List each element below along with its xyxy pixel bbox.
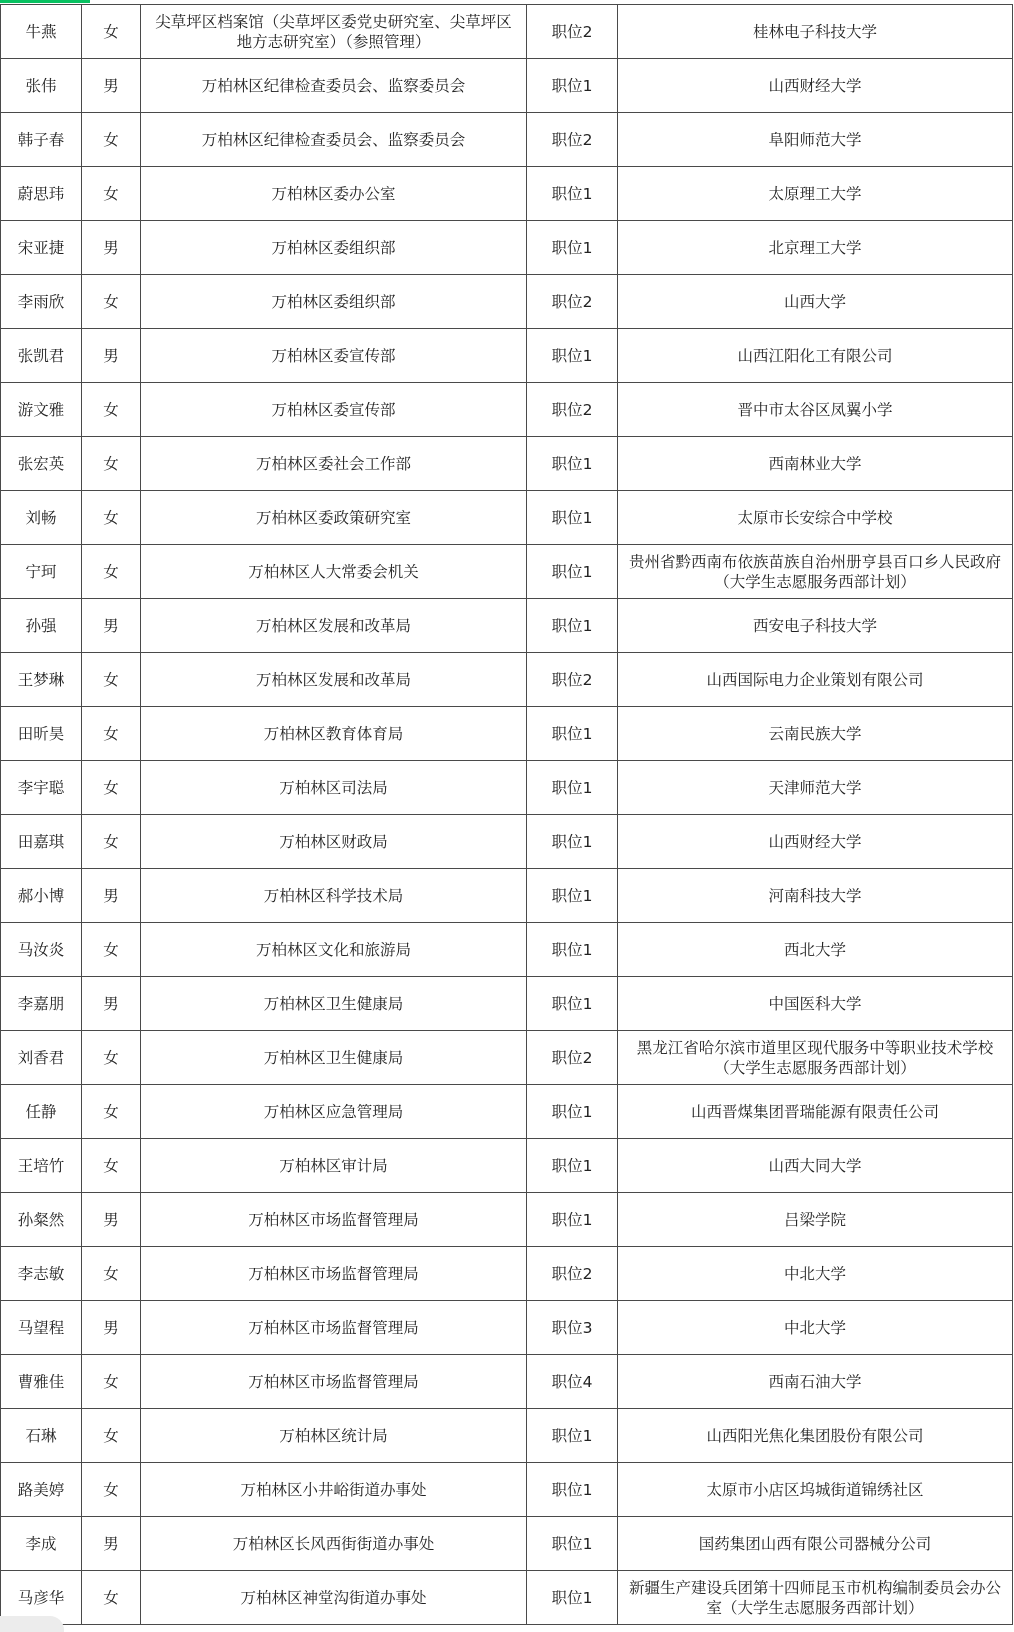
school-cell: 山西大学 (618, 275, 1013, 329)
name-cell: 刘畅 (1, 491, 82, 545)
position-cell: 职位1 (527, 59, 618, 113)
gender-cell: 女 (82, 1355, 141, 1409)
school-cell: 国药集团山西有限公司器械分公司 (618, 1517, 1013, 1571)
name-cell: 石琳 (1, 1409, 82, 1463)
name-cell: 李志敏 (1, 1247, 82, 1301)
position-cell: 职位1 (527, 1193, 618, 1247)
school-cell: 天津师范大学 (618, 761, 1013, 815)
table-row (1, 1571, 1013, 1625)
unit-cell: 万柏林区应急管理局 (141, 1085, 527, 1139)
gender-cell: 男 (82, 599, 141, 653)
unit-cell: 万柏林区长风西街街道办事处 (141, 1517, 527, 1571)
name-cell: 孙粲然 (1, 1193, 82, 1247)
unit-cell: 万柏林区委宣传部 (141, 383, 527, 437)
table-row (1, 1247, 1013, 1301)
name-cell: 路美婷 (1, 1463, 82, 1517)
school-cell: 山西大同大学 (618, 1139, 1013, 1193)
school-cell: 山西财经大学 (618, 59, 1013, 113)
school-cell: 西北大学 (618, 923, 1013, 977)
name-cell: 游文雅 (1, 383, 82, 437)
school-cell: 北京理工大学 (618, 221, 1013, 275)
table-row (1, 1355, 1013, 1409)
gender-cell: 女 (82, 1247, 141, 1301)
unit-cell: 万柏林区卫生健康局 (141, 1031, 527, 1085)
table-row (1, 977, 1013, 1031)
position-cell: 职位1 (527, 977, 618, 1031)
gender-cell: 女 (82, 1139, 141, 1193)
table-row (1, 1193, 1013, 1247)
school-cell: 西南林业大学 (618, 437, 1013, 491)
name-cell: 田嘉琪 (1, 815, 82, 869)
table-row (1, 1463, 1013, 1517)
gender-cell: 女 (82, 707, 141, 761)
unit-cell: 万柏林区市场监督管理局 (141, 1301, 527, 1355)
name-cell: 李成 (1, 1517, 82, 1571)
unit-cell: 万柏林区人大常委会机关 (141, 545, 527, 599)
unit-cell: 万柏林区市场监督管理局 (141, 1355, 527, 1409)
position-cell: 职位1 (527, 923, 618, 977)
gender-cell: 男 (82, 59, 141, 113)
table-row (1, 167, 1013, 221)
unit-cell: 万柏林区统计局 (141, 1409, 527, 1463)
position-cell: 职位2 (527, 383, 618, 437)
table-row (1, 275, 1013, 329)
gender-cell: 女 (82, 437, 141, 491)
position-cell: 职位1 (527, 1085, 618, 1139)
school-cell: 新疆生产建设兵团第十四师昆玉市机构编制委员会办公室（大学生志愿服务西部计划） (618, 1571, 1013, 1625)
table-row (1, 59, 1013, 113)
unit-cell: 尖草坪区档案馆（尖草坪区委党史研究室、尖草坪区地方志研究室）（参照管理） (141, 5, 527, 59)
gender-cell: 女 (82, 1463, 141, 1517)
gender-cell: 男 (82, 977, 141, 1031)
unit-cell: 万柏林区审计局 (141, 1139, 527, 1193)
school-cell: 云南民族大学 (618, 707, 1013, 761)
school-cell: 山西晋煤集团晋瑞能源有限责任公司 (618, 1085, 1013, 1139)
table-row (1, 383, 1013, 437)
school-cell: 吕梁学院 (618, 1193, 1013, 1247)
position-cell: 职位1 (527, 1139, 618, 1193)
school-cell: 西安电子科技大学 (618, 599, 1013, 653)
gender-cell: 女 (82, 1409, 141, 1463)
unit-cell: 万柏林区科学技术局 (141, 869, 527, 923)
name-cell: 郝小博 (1, 869, 82, 923)
roster-table-body (1, 5, 1013, 1625)
table-row (1, 707, 1013, 761)
table-row (1, 653, 1013, 707)
unit-cell: 万柏林区神堂沟街道办事处 (141, 1571, 527, 1625)
school-cell: 桂林电子科技大学 (618, 5, 1013, 59)
school-cell: 太原市长安综合中学校 (618, 491, 1013, 545)
position-cell: 职位1 (527, 1409, 618, 1463)
table-row (1, 1139, 1013, 1193)
school-cell: 山西阳光焦化集团股份有限公司 (618, 1409, 1013, 1463)
position-cell: 职位1 (527, 761, 618, 815)
school-cell: 太原市小店区坞城街道锦绣社区 (618, 1463, 1013, 1517)
table-row (1, 1409, 1013, 1463)
unit-cell: 万柏林区发展和改革局 (141, 653, 527, 707)
table-row (1, 1031, 1013, 1085)
school-cell: 阜阳师范大学 (618, 113, 1013, 167)
name-cell: 孙强 (1, 599, 82, 653)
gender-cell: 女 (82, 653, 141, 707)
position-cell: 职位1 (527, 1463, 618, 1517)
unit-cell: 万柏林区文化和旅游局 (141, 923, 527, 977)
table-row (1, 491, 1013, 545)
unit-cell: 万柏林区纪律检查委员会、监察委员会 (141, 113, 527, 167)
table-row (1, 923, 1013, 977)
table-row (1, 545, 1013, 599)
table-row (1, 437, 1013, 491)
name-cell: 田昕昊 (1, 707, 82, 761)
unit-cell: 万柏林区小井峪街道办事处 (141, 1463, 527, 1517)
school-cell: 中北大学 (618, 1301, 1013, 1355)
gender-cell: 女 (82, 545, 141, 599)
gender-cell: 男 (82, 329, 141, 383)
unit-cell: 万柏林区委办公室 (141, 167, 527, 221)
school-cell: 山西国际电力企业策划有限公司 (618, 653, 1013, 707)
table-row (1, 761, 1013, 815)
name-cell: 王培竹 (1, 1139, 82, 1193)
unit-cell: 万柏林区委组织部 (141, 221, 527, 275)
position-cell: 职位1 (527, 491, 618, 545)
unit-cell: 万柏林区委社会工作部 (141, 437, 527, 491)
gender-cell: 女 (82, 923, 141, 977)
name-cell: 张宏英 (1, 437, 82, 491)
position-cell: 职位1 (527, 1571, 618, 1625)
table-row (1, 221, 1013, 275)
school-cell: 山西财经大学 (618, 815, 1013, 869)
corner-tab (0, 1616, 64, 1632)
gender-cell: 男 (82, 1301, 141, 1355)
unit-cell: 万柏林区委组织部 (141, 275, 527, 329)
gender-cell: 男 (82, 1517, 141, 1571)
unit-cell: 万柏林区市场监督管理局 (141, 1247, 527, 1301)
table-row (1, 599, 1013, 653)
name-cell: 任静 (1, 1085, 82, 1139)
school-cell: 贵州省黔西南布依族苗族自治州册亨县百口乡人民政府（大学生志愿服务西部计划） (618, 545, 1013, 599)
name-cell: 曹雅佳 (1, 1355, 82, 1409)
position-cell: 职位1 (527, 329, 618, 383)
roster-table (0, 4, 1013, 1625)
name-cell: 马彦华 (1, 1571, 82, 1625)
gender-cell: 女 (82, 167, 141, 221)
position-cell: 职位2 (527, 1031, 618, 1085)
gender-cell: 女 (82, 761, 141, 815)
table-row (1, 815, 1013, 869)
name-cell: 韩子春 (1, 113, 82, 167)
gender-cell: 女 (82, 113, 141, 167)
table-row (1, 1517, 1013, 1571)
name-cell: 刘香君 (1, 1031, 82, 1085)
school-cell: 河南科技大学 (618, 869, 1013, 923)
unit-cell: 万柏林区教育体育局 (141, 707, 527, 761)
unit-cell: 万柏林区市场监督管理局 (141, 1193, 527, 1247)
name-cell: 张伟 (1, 59, 82, 113)
gender-cell: 女 (82, 383, 141, 437)
table-row (1, 329, 1013, 383)
position-cell: 职位1 (527, 1517, 618, 1571)
name-cell: 王梦琳 (1, 653, 82, 707)
unit-cell: 万柏林区委宣传部 (141, 329, 527, 383)
unit-cell: 万柏林区财政局 (141, 815, 527, 869)
school-cell: 晋中市太谷区凤翼小学 (618, 383, 1013, 437)
position-cell: 职位2 (527, 1247, 618, 1301)
table-row (1, 5, 1013, 59)
name-cell: 蔚思玮 (1, 167, 82, 221)
name-cell: 宋亚捷 (1, 221, 82, 275)
position-cell: 职位2 (527, 653, 618, 707)
position-cell: 职位4 (527, 1355, 618, 1409)
position-cell: 职位1 (527, 221, 618, 275)
top-accent-bar (0, 0, 90, 3)
position-cell: 职位1 (527, 167, 618, 221)
table-row (1, 1085, 1013, 1139)
table-row (1, 113, 1013, 167)
name-cell: 李宇聪 (1, 761, 82, 815)
gender-cell: 女 (82, 1085, 141, 1139)
name-cell: 李雨欣 (1, 275, 82, 329)
position-cell: 职位1 (527, 599, 618, 653)
school-cell: 黑龙江省哈尔滨市道里区现代服务中等职业技术学校（大学生志愿服务西部计划） (618, 1031, 1013, 1085)
name-cell: 马望程 (1, 1301, 82, 1355)
school-cell: 西南石油大学 (618, 1355, 1013, 1409)
position-cell: 职位3 (527, 1301, 618, 1355)
gender-cell: 男 (82, 869, 141, 923)
position-cell: 职位2 (527, 275, 618, 329)
position-cell: 职位1 (527, 815, 618, 869)
name-cell: 牛燕 (1, 5, 82, 59)
name-cell: 张凯君 (1, 329, 82, 383)
gender-cell: 男 (82, 1193, 141, 1247)
position-cell: 职位2 (527, 113, 618, 167)
table-row (1, 1301, 1013, 1355)
gender-cell: 男 (82, 221, 141, 275)
position-cell: 职位2 (527, 5, 618, 59)
name-cell: 李嘉朋 (1, 977, 82, 1031)
unit-cell: 万柏林区司法局 (141, 761, 527, 815)
school-cell: 山西江阳化工有限公司 (618, 329, 1013, 383)
name-cell: 马汝炎 (1, 923, 82, 977)
name-cell: 宁珂 (1, 545, 82, 599)
unit-cell: 万柏林区纪律检查委员会、监察委员会 (141, 59, 527, 113)
gender-cell: 女 (82, 491, 141, 545)
position-cell: 职位1 (527, 545, 618, 599)
gender-cell: 女 (82, 5, 141, 59)
table-row (1, 869, 1013, 923)
gender-cell: 女 (82, 1571, 141, 1625)
school-cell: 太原理工大学 (618, 167, 1013, 221)
school-cell: 中北大学 (618, 1247, 1013, 1301)
gender-cell: 女 (82, 1031, 141, 1085)
unit-cell: 万柏林区卫生健康局 (141, 977, 527, 1031)
position-cell: 职位1 (527, 437, 618, 491)
gender-cell: 女 (82, 815, 141, 869)
gender-cell: 女 (82, 275, 141, 329)
school-cell: 中国医科大学 (618, 977, 1013, 1031)
position-cell: 职位1 (527, 707, 618, 761)
unit-cell: 万柏林区委政策研究室 (141, 491, 527, 545)
unit-cell: 万柏林区发展和改革局 (141, 599, 527, 653)
position-cell: 职位1 (527, 869, 618, 923)
